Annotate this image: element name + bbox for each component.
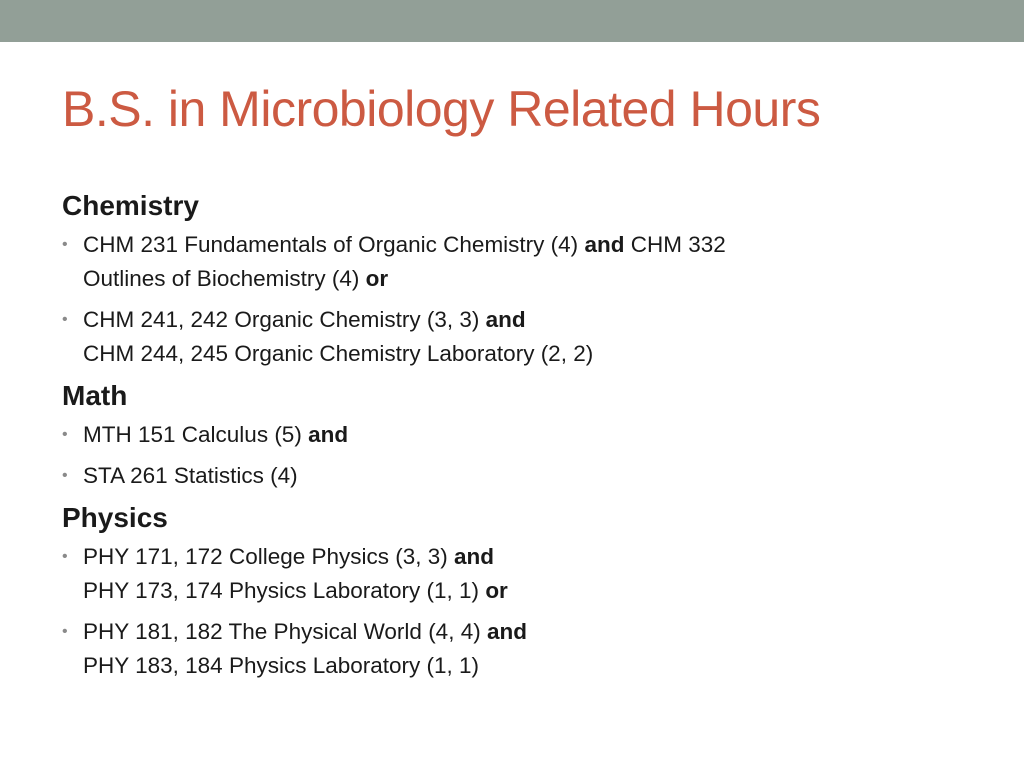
course-text: PHY 181, 182 The Physical World (4, 4): [83, 619, 487, 644]
conjunction: and: [584, 232, 625, 257]
course-text-continued: CHM 332: [624, 232, 726, 257]
course-text: CHM 244, 245 Organic Chemistry Laboratory (2, 2): [83, 341, 594, 366]
course-text: MTH 151 Calculus (5): [83, 422, 309, 447]
course-text: PHY 171, 172 College Physics (3, 3): [83, 544, 455, 569]
bullet-item: [62, 615, 962, 683]
bullet-item: [62, 459, 962, 493]
bullet-item: [62, 418, 962, 452]
section-heading-chemistry: Chemistry: [62, 190, 199, 221]
conjunction: and: [485, 307, 526, 332]
conjunction: and: [308, 422, 349, 447]
bullet-line: [83, 418, 962, 452]
course-text: STA 261 Statistics (4): [83, 463, 298, 488]
course-text: CHM 231 Fundamentals of Organic Chemistry (4): [83, 232, 585, 257]
bullet-line: [83, 337, 962, 371]
bullet-list-physics: [62, 540, 962, 683]
conjunction: and: [486, 619, 527, 644]
bullet-line: [83, 303, 962, 337]
conjunction: or: [485, 578, 508, 603]
bullet-line: [83, 615, 962, 649]
bullet-line: [83, 262, 962, 296]
bullet-line: [83, 540, 962, 574]
slide-title: B.S. in Microbiology Related Hours: [62, 81, 821, 137]
top-banner: [0, 0, 1024, 42]
conjunction: or: [365, 266, 389, 291]
course-text: CHM 241, 242 Organic Chemistry (3, 3): [83, 307, 486, 332]
bullet-line: [83, 228, 962, 262]
conjunction: and: [454, 544, 495, 569]
bullet-line: [83, 459, 962, 493]
section-heading-physics: Physics: [62, 502, 168, 533]
bullet-list-math: [62, 418, 962, 493]
bullet-item: [62, 228, 962, 296]
section-heading-math: Math: [62, 380, 128, 411]
slide-body: [62, 188, 962, 690]
course-text: Outlines of Biochemistry (4): [83, 266, 366, 291]
bullet-item: [62, 303, 962, 371]
course-text: PHY 183, 184 Physics Laboratory (1, 1): [83, 653, 480, 678]
bullet-item: [62, 540, 962, 608]
bullet-line: [83, 574, 962, 608]
course-text: PHY 173, 174 Physics Laboratory (1, 1): [83, 578, 486, 603]
bullet-list-chemistry: [62, 228, 962, 371]
bullet-line: [83, 649, 962, 683]
